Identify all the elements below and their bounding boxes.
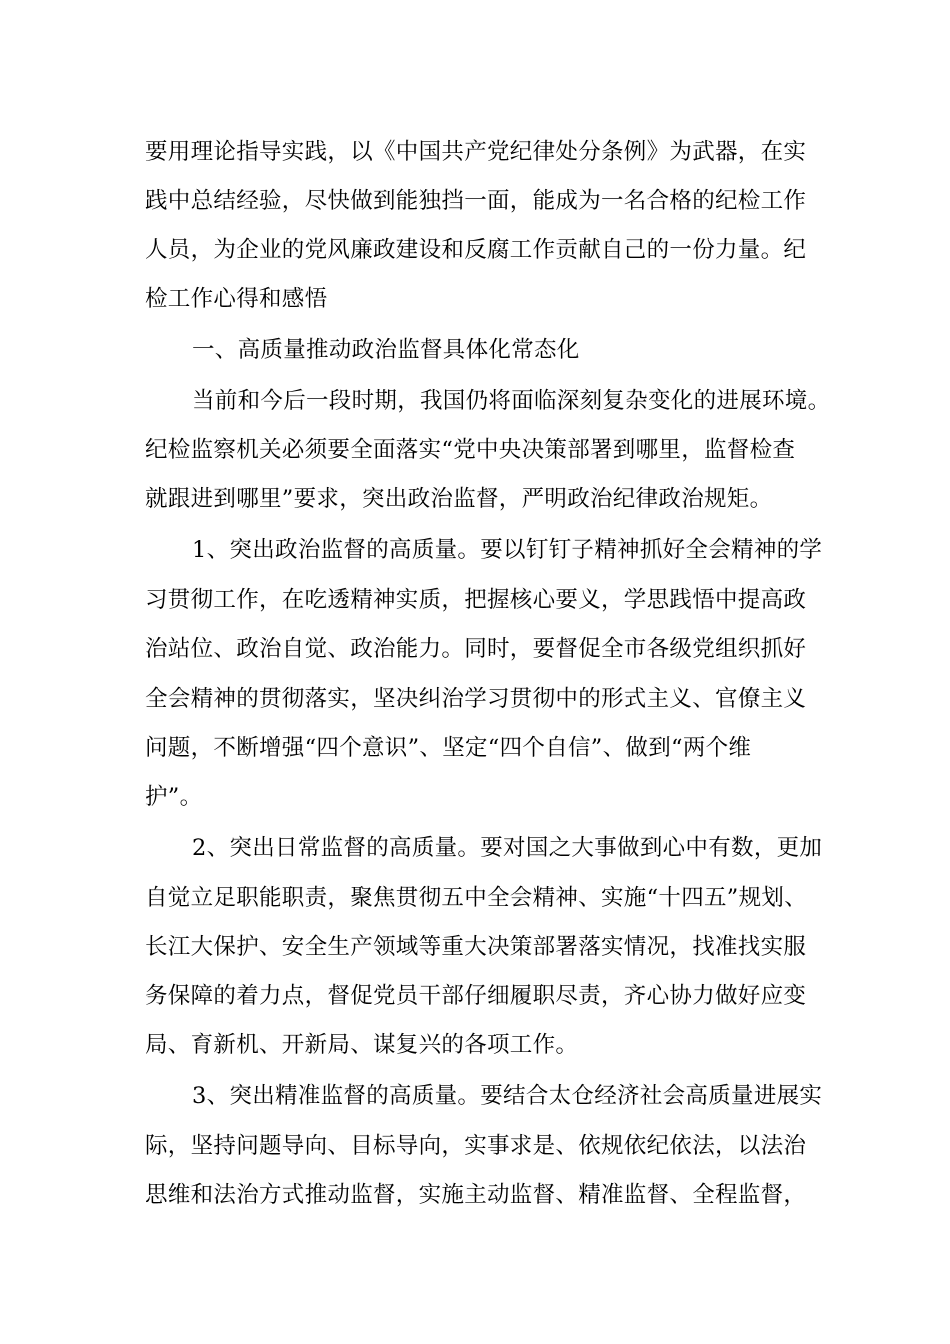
- paragraph-start-line: 1、突出政治监督的高质量。要以钉钉子精神抓好全会精神的学: [192, 537, 823, 563]
- text-line: 长江大保护、安全生产领域等重大决策部署落实情况，找准找实服: [145, 934, 807, 960]
- text-line: 纪检监察机关必须要全面落实“党中央决策部署到哪里，监督检查: [145, 437, 796, 463]
- section-heading: 一、高质量推动政治监督具体化常态化: [192, 337, 580, 363]
- text-line: 就跟进到哪里”要求，突出政治监督，严明政治纪律政治规矩。: [145, 486, 773, 512]
- paragraph-start-line: 2、突出日常监督的高质量。要对国之大事做到心中有数，更加: [192, 835, 823, 861]
- text-line: 思维和法治方式推动监督，实施主动监督、精准监督、全程监督，: [145, 1182, 807, 1208]
- text-line: 检工作心得和感悟: [145, 286, 328, 312]
- text-line: 要用理论指导实践，以《中国共产党纪律处分条例》为武器，在实: [145, 139, 807, 165]
- text-line: 治站位、政治自觉、政治能力。同时，要督促全市各级党组织抓好: [145, 636, 807, 662]
- text-line: 护”。: [145, 784, 203, 810]
- text-line: 人员，为企业的党风廉政建设和反腐工作贡献自己的一份力量。纪: [145, 237, 807, 263]
- text-line: 践中总结经验，尽快做到能独挡一面，能成为一名合格的纪检工作: [145, 188, 807, 214]
- text-line: 习贯彻工作，在吃透精神实质，把握核心要义，学思践悟中提高政: [145, 587, 807, 613]
- paragraph-start-line: 3、突出精准监督的高质量。要结合太仓经济社会高质量进展实: [192, 1083, 823, 1109]
- text-line: 问题，不断增强“四个意识”、坚定“四个自信”、做到“两个维: [145, 735, 752, 761]
- text-line: 务保障的着力点，督促党员干部仔细履职尽责，齐心协力做好应变: [145, 983, 807, 1009]
- text-line: 自觉立足职能职责，聚焦贯彻五中全会精神、实施“十四五”规划、: [145, 885, 808, 911]
- text-line: 际，坚持问题导向、目标导向，实事求是、依规依纪依法，以法治: [145, 1133, 807, 1159]
- text-line: 局、育新机、开新局、谋复兴的各项工作。: [145, 1032, 579, 1058]
- paragraph-start-line: 当前和今后一段时期，我国仍将面临深刻复杂变化的进展环境。: [192, 388, 831, 414]
- text-line: 全会精神的贯彻落实，坚决纠治学习贯彻中的形式主义、官僚主义: [145, 686, 807, 712]
